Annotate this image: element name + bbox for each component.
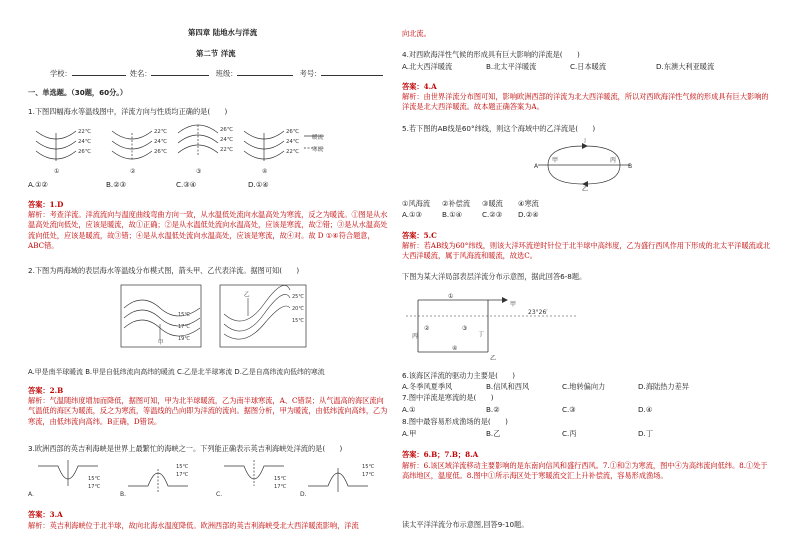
- svg-text:26℃: 26℃: [154, 149, 167, 155]
- q6-label-yi: 乙: [490, 355, 497, 362]
- q1-fig-4: [244, 131, 284, 161]
- q5-choice-3: ③暖流: [482, 199, 503, 208]
- q8-stem: 8.图中最容易形成渔场的是( ): [402, 417, 508, 426]
- q5-label-b: B: [628, 163, 633, 170]
- svg-text:①: ①: [448, 293, 454, 300]
- svg-text:④: ④: [452, 345, 458, 352]
- q6-option-a[interactable]: A.冬季风夏季风: [402, 382, 453, 391]
- q2-options[interactable]: A.甲是南半球暖流 B.甲是自低纬流向高纬的暖流 C.乙是北半球寒流 D.乙是自高纬流向低纬的寒流: [28, 368, 325, 376]
- info-line: [50, 68, 383, 79]
- left-column: [28, 0, 392, 560]
- class-blank[interactable]: [237, 68, 293, 76]
- svg-text:15℃: 15℃: [176, 464, 189, 470]
- q5-choice-2: ②补偿流: [442, 199, 471, 208]
- q3-analysis: 解析：英吉利海峡位于北半球，故向北海水温度降低。欧洲西部的英吉利海峡受北大西洋暖流影响，洋流: [28, 521, 359, 530]
- section-header: 一、单选题。（30题，60分。）: [28, 88, 128, 97]
- q1-stem: 1.下图四幅海水等温线图中，洋流方向与性质均正确的是( ): [28, 107, 228, 116]
- svg-text:26℃: 26℃: [78, 149, 91, 155]
- svg-text:15℃: 15℃: [362, 464, 375, 470]
- q5-choice-4: ④寒流: [518, 199, 539, 208]
- q6-ocean-figure: [402, 290, 582, 366]
- q7-stem: 7.图中洋流是寒流的是( ): [402, 393, 494, 402]
- svg-text:④: ④: [262, 168, 268, 175]
- q7-option-d[interactable]: D.④: [638, 405, 653, 414]
- school-blank[interactable]: [72, 68, 126, 76]
- q6-option-d[interactable]: D.海陆热力差异: [638, 382, 689, 391]
- q3-analysis-cont: 向北流。: [402, 29, 431, 38]
- svg-text:19℃: 19℃: [178, 336, 190, 342]
- svg-text:17℃: 17℃: [178, 324, 190, 330]
- q5-answer: 答案：5.C: [402, 231, 437, 240]
- svg-text:24℃: 24℃: [220, 137, 233, 143]
- name-label: 姓名：: [129, 69, 152, 78]
- q7-option-c[interactable]: C.③: [562, 405, 576, 414]
- q9-intro: 读太平洋洋流分布示意图,回答9-10题。: [402, 520, 529, 529]
- q8-option-a[interactable]: A.甲: [402, 429, 417, 438]
- q1-legend-cold: 寒流: [312, 147, 324, 153]
- class-label: 班级：: [215, 69, 238, 78]
- q1-temp: 22℃: [78, 129, 91, 135]
- q1-fig-2: [112, 131, 152, 161]
- q4-analysis: 解析：由世界洋流分布图可知，影响欧洲西部的洋流为北大西洋暖流，所以对西欧海洋性气候的形成具有巨大影响的洋流是北大西洋暖流。故本题正确答案为A。: [402, 92, 769, 112]
- exam-no-blank[interactable]: [321, 68, 383, 76]
- q4-option-a[interactable]: A.北大西洋暖流: [402, 62, 453, 71]
- section-title: 第二节 洋流: [196, 49, 236, 58]
- svg-text:③: ③: [196, 168, 202, 175]
- q1-legend-warm: 暖流: [312, 135, 324, 141]
- svg-text:C.: C.: [216, 491, 223, 498]
- q1-option-d[interactable]: D.①④: [248, 180, 269, 189]
- q8-option-c[interactable]: C.丙: [562, 429, 577, 438]
- q6-option-c[interactable]: C.地转偏向力: [562, 382, 606, 391]
- q5-label-bing: 丙: [610, 157, 617, 164]
- q3-strait-figure: [28, 456, 390, 498]
- svg-text:15℃: 15℃: [292, 318, 304, 324]
- q2-jia-label: 甲: [158, 340, 164, 346]
- q2-answer: 答案：2.B: [28, 386, 64, 395]
- svg-text:17℃: 17℃: [362, 472, 375, 478]
- school-label: 学校：: [50, 69, 72, 78]
- q5-label-yi: 乙: [582, 186, 589, 192]
- q6-latitude: 23°26′: [528, 309, 548, 316]
- svg-text:25℃: 25℃: [292, 294, 304, 300]
- svg-text:24℃: 24℃: [154, 139, 167, 145]
- q3-answer: 答案：3.A: [28, 510, 63, 519]
- right-column: [402, 0, 774, 560]
- name-blank[interactable]: [151, 68, 209, 76]
- svg-text:24℃: 24℃: [286, 139, 299, 145]
- q5-label-jia: 甲: [552, 157, 559, 164]
- svg-text:26℃: 26℃: [286, 129, 299, 135]
- exam-no-label: 考号：: [299, 69, 322, 78]
- svg-text:17℃: 17℃: [176, 472, 189, 478]
- q6-option-b[interactable]: B.信风和西风: [486, 382, 530, 391]
- q678-analysis: 解析：6.该区域洋流移动主要影响的是东南向信风和盛行西风。7.①和②为寒流，图中④为高纬流向低纬。8.①处于高纬地区，温度低。8.图中①所示海区处于寒暖流交汇上升补偿流，容易形成渔场。: [402, 461, 768, 481]
- svg-text:③: ③: [462, 325, 468, 332]
- q7-option-a[interactable]: A.①: [402, 405, 416, 414]
- q6-label-jia: 甲: [510, 301, 517, 308]
- svg-text:15℃: 15℃: [274, 476, 287, 482]
- svg-text:24℃: 24℃: [78, 139, 91, 145]
- q2-stem: 2.下图为两海域的表层海水等温线分布模式图，箭头甲、乙代表洋流。据图可知( ): [28, 266, 300, 275]
- q5-option-a[interactable]: A.①③: [402, 210, 422, 219]
- q1-option-b[interactable]: B.②③: [106, 180, 127, 189]
- q8-option-b[interactable]: B.乙: [486, 429, 501, 438]
- q2-isotherm-figure: [120, 284, 310, 350]
- q3-stem: 3.欧洲西部的英吉利海峡是世界上最繁忙的海峡之一。下列能正确表示英吉利海峡处洋流的是( ): [28, 444, 343, 453]
- q5-option-c[interactable]: C.②③: [482, 210, 503, 219]
- q6-intro: 下图为某大洋局部表层洋流分布示意图，据此回答6-8题。: [402, 272, 587, 281]
- q6-label-ding: 丁: [478, 331, 485, 338]
- q1-option-c[interactable]: C.③④: [176, 180, 197, 189]
- q4-option-d[interactable]: D.东澳大利亚暖流: [656, 62, 715, 71]
- chapter-title: 第四章 陆地水与洋流: [188, 28, 258, 37]
- q1-analysis: 解析：考查洋流。洋流流向与温度曲线弯曲方向一致，从水温低处流向水温高处为寒流，反之为暖流。①图是从水温高处流向低处，应该是暖流，故①正确；②是从水温低处流向水温高处，应该是寒流，故②错；③是从水温高处流向低处，应该是暖流，故③错；④是从水温低处流向水温高处，应该是寒流，故④对。故 D ①④符合题意，ABC错。: [28, 210, 388, 251]
- q5-choice-1: ①风海流: [402, 199, 431, 208]
- svg-text:17℃: 17℃: [88, 484, 101, 490]
- q2-yi-label: 乙: [244, 292, 250, 298]
- svg-text:②: ②: [130, 168, 136, 175]
- q8-option-d[interactable]: D.丁: [638, 429, 654, 438]
- q5-label-ding: 丁: [582, 138, 589, 144]
- q5-gyre-figure: [534, 138, 634, 192]
- svg-text:15℃: 15℃: [88, 476, 101, 482]
- q5-label-a: A: [534, 163, 539, 170]
- q5-option-b[interactable]: B.①④: [442, 210, 463, 219]
- q678-answer: 答案：6.B；7.B；8.A: [402, 450, 479, 459]
- svg-text:①: ①: [54, 168, 60, 175]
- svg-text:D.: D.: [300, 491, 307, 498]
- q1-answer: 答案：1.D: [28, 200, 64, 209]
- q5-stem: 5.若下图的AB线是60°纬线，则这个海域中的乙洋流是( ): [402, 124, 596, 133]
- svg-text:B.: B.: [120, 491, 127, 498]
- svg-text:②: ②: [424, 325, 430, 332]
- svg-text:20℃: 20℃: [292, 306, 304, 312]
- q6-stem: 6.该海区洋流的驱动力主要是( ): [402, 371, 516, 380]
- q1-fig-1: [36, 131, 76, 161]
- q5-analysis: 解析：若AB线为60°纬线，则该大洋环流逆时针位于北半球中高纬度，乙为盛行西风作用下形成的北太平洋暖流或北大西洋暖流，属于风海流和暖流，故选C。: [402, 241, 771, 261]
- svg-text:22℃: 22℃: [286, 149, 299, 155]
- q4-option-c[interactable]: C.日本暖流: [570, 62, 607, 71]
- svg-text:15℃: 15℃: [178, 312, 190, 318]
- q6-label-bing: 丙: [412, 333, 419, 340]
- q2-analysis: 解析：气温随纬度增加而降低，据图可知，甲为北半球暖流，乙为南半球寒流，A、C错误；从气温高的海区流向气温低的海区为暖流，反之为寒流，等温线的凸向即为洋流的流向。据图分析，甲为暖流，由低纬流向高纬，乙为寒流，由低纬流向高纬。B正确，D错误。: [28, 396, 388, 426]
- svg-text:26℃: 26℃: [220, 127, 233, 133]
- svg-text:22℃: 22℃: [220, 147, 233, 153]
- q4-option-b[interactable]: B.北太平洋暖流: [486, 62, 537, 71]
- q4-stem: 4.对西欧海洋性气候的形成具有巨大影响的洋流是( ): [402, 50, 580, 59]
- q1-fig-3: [178, 125, 218, 155]
- q4-answer: 答案：4.A: [402, 82, 437, 91]
- q1-option-a[interactable]: A.①②: [28, 180, 48, 189]
- svg-text:A.: A.: [28, 491, 34, 498]
- q7-option-b[interactable]: B.②: [486, 405, 500, 414]
- svg-text:22℃: 22℃: [154, 129, 167, 135]
- q1-isotherm-figure: [32, 119, 332, 175]
- svg-text:17℃: 17℃: [274, 484, 287, 490]
- q5-option-d[interactable]: D.②④: [518, 210, 539, 219]
